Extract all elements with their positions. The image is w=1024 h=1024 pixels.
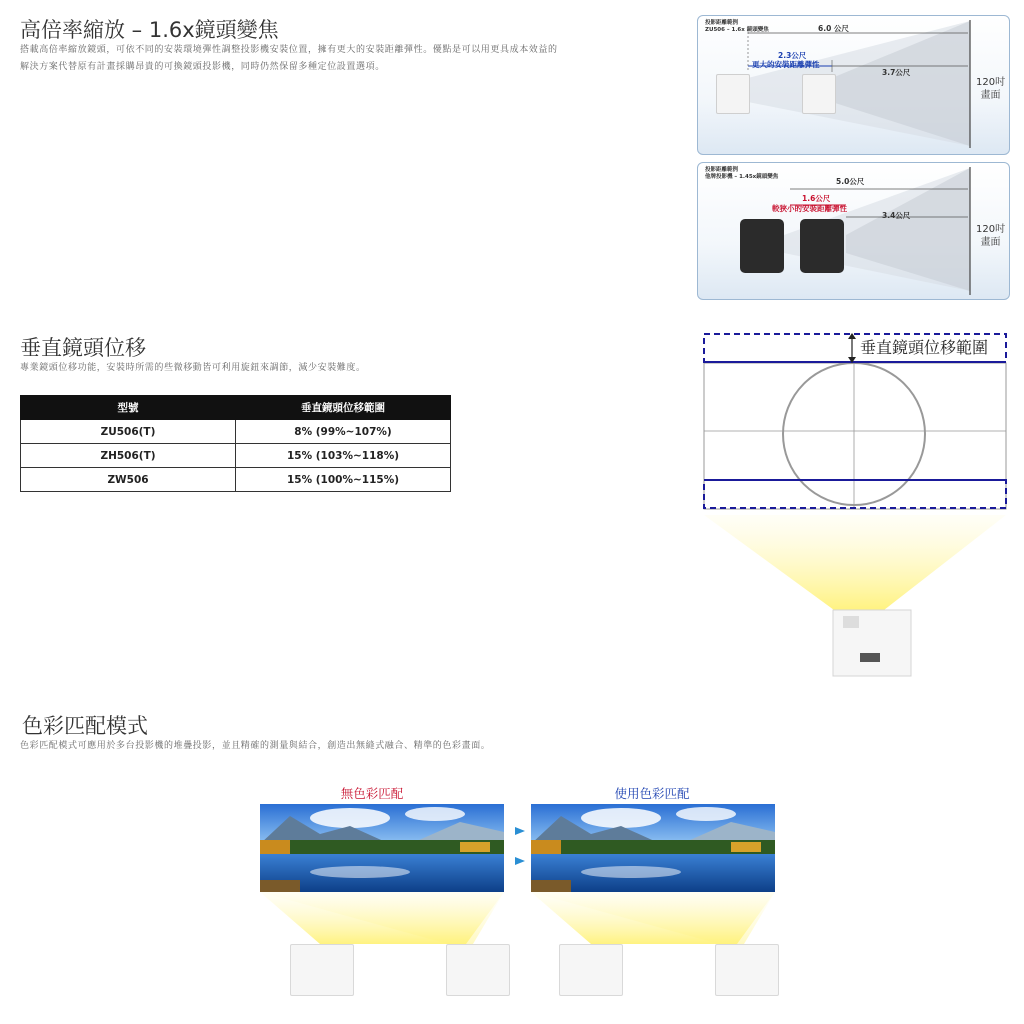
lens-shift-table xyxy=(20,395,451,492)
screen-size-word: 畫面 xyxy=(980,90,1001,101)
table-header-row xyxy=(21,396,451,420)
cell-shift-range: 8% (99%~107%) xyxy=(236,420,451,444)
zoom-description-line1: 搭載高倍率縮放鏡頭，可依不同的安裝環境彈性調整投影機安裝位置，擁有更大的安裝距離彈性。優點是可以用更具成本效益的 xyxy=(20,45,558,55)
lens-shift-diagram xyxy=(694,325,1024,685)
color-description: 色彩匹配模式可應用於多台投影機的堆疊投影，並且精確的測量與結合，創造出無縫式融合、精準的色彩畫面。 xyxy=(20,741,491,751)
projector-far xyxy=(716,74,750,114)
caption-line1: 投影距離範例 xyxy=(705,20,739,26)
shift-title: 垂直鏡頭位移 xyxy=(20,336,146,360)
screen-size-value: 120吋 xyxy=(976,224,1006,235)
projector-near xyxy=(802,74,836,114)
screen-size xyxy=(976,223,1005,249)
far-distance: 6.0 公尺 xyxy=(818,24,849,33)
table-row xyxy=(21,468,451,492)
zoom-title: 高倍率縮放 – 1.6x鏡頭變焦 xyxy=(20,18,279,42)
label-without-color-match: 無色彩匹配 xyxy=(340,786,404,801)
color-title: 色彩匹配模式 xyxy=(22,714,148,738)
screen-size-value: 120吋 xyxy=(976,77,1006,88)
cell-model: ZH506(T) xyxy=(21,444,236,468)
label-with-color-match: 使用色彩匹配 xyxy=(614,786,690,801)
range-distance: 1.6公尺 xyxy=(802,194,831,203)
landscape-image xyxy=(531,804,775,892)
far-distance: 5.0公尺 xyxy=(836,177,865,186)
landscape-without-match xyxy=(260,804,504,892)
shift-description: 專業鏡頭位移功能，安裝時所需的些微移動皆可利用旋鈕來調節，減少安裝難度。 xyxy=(20,363,366,373)
range-note: 更大的安裝距離彈性 xyxy=(752,60,820,69)
cell-model: ZU506(T) xyxy=(21,420,236,444)
header-model: 型號 xyxy=(21,396,236,420)
screen-size-word: 畫面 xyxy=(980,237,1001,248)
screen-size xyxy=(976,76,1005,102)
lens-shift-range-label: 垂直鏡頭位移範圍 xyxy=(860,338,989,357)
cell-model: ZW506 xyxy=(21,468,236,492)
projector-far xyxy=(740,219,784,273)
caption-line1: 投影距離範例 xyxy=(705,167,739,173)
header-shift-range: 垂直鏡頭位移範圍 xyxy=(236,396,451,420)
arrow-right-icon xyxy=(513,825,527,875)
projector-left-1 xyxy=(290,944,354,996)
caption-line2: 他牌投影機 – 1.45x鏡頭變焦 xyxy=(705,174,779,180)
projector-right-1 xyxy=(559,944,623,996)
zoom-description xyxy=(20,42,558,76)
cell-shift-range: 15% (100%~115%) xyxy=(236,468,451,492)
landscape-image xyxy=(260,804,504,892)
table-row xyxy=(21,444,451,468)
range-note: 較狹小的安裝距離彈性 xyxy=(772,204,847,213)
zoom-diagram-zu506 xyxy=(697,15,1010,155)
near-distance: 3.7公尺 xyxy=(882,68,911,77)
zoom-description-line2: 解決方案代替原有計畫採購昂貴的可換鏡頭投影機，同時仍然保留多種定位設置選項。 xyxy=(20,62,385,72)
landscape-with-match xyxy=(531,804,775,892)
near-distance: 3.4公尺 xyxy=(882,211,911,220)
projector-near xyxy=(800,219,844,273)
projector-left-2 xyxy=(446,944,510,996)
table-row xyxy=(21,420,451,444)
range-distance: 2.3公尺 xyxy=(778,51,807,60)
caption-line2: ZU506 – 1.6x 鏡頭變焦 xyxy=(705,27,769,33)
cell-shift-range: 15% (103%~118%) xyxy=(236,444,451,468)
projector-right-2 xyxy=(715,944,779,996)
zoom-diagram-other xyxy=(697,162,1010,300)
